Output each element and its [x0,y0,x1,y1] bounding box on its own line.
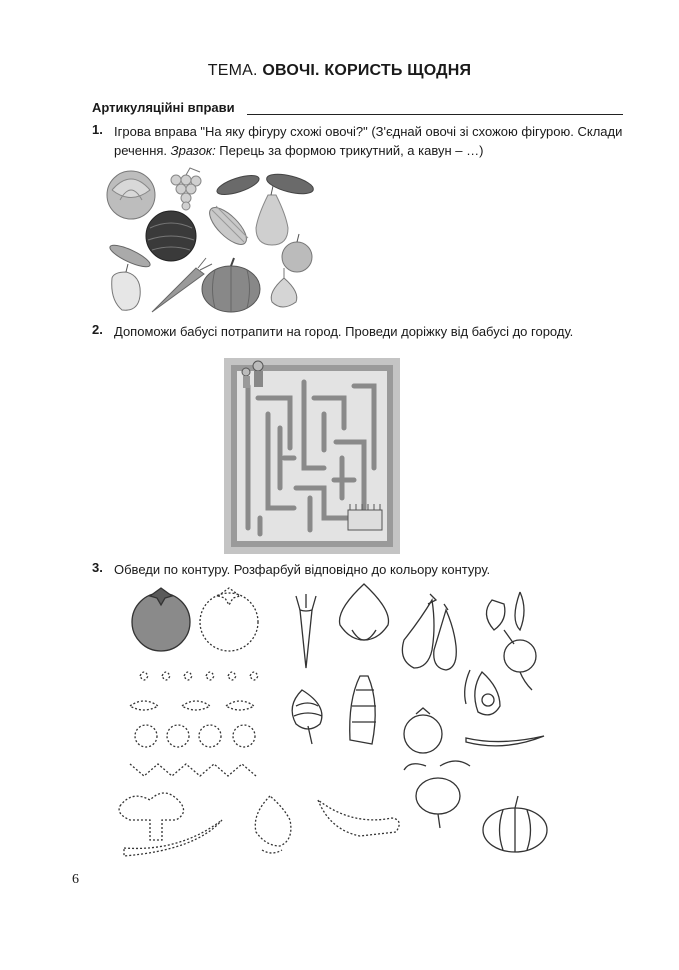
carrot-icon [152,258,212,312]
banana-icon-right [318,800,399,836]
corn-outline-icon [350,676,376,744]
avocado-icon [465,670,500,715]
onion-outline-icon [340,584,389,640]
pumpkin-icon [202,258,260,312]
cabbage-icon [107,171,155,219]
watermelon-icon [146,211,196,261]
broccoli-icon [119,793,183,840]
page-number: 6 [72,872,79,887]
carrot-outline-icon [296,594,316,668]
peas-icon [108,241,153,270]
pattern-row-circles [135,725,255,747]
grapes-icon [171,168,201,210]
pattern-row-2 [130,701,254,710]
zigzag-line [130,764,256,776]
beet-2-icon [404,761,470,828]
corn-icon [204,202,252,250]
maze-icon[interactable] [224,358,400,554]
page-title: ТЕМА. ОВОЧІ. КОРИСТЬ ЩОДНЯ [207,62,472,79]
exercise-2-text: Допоможи бабусі потрапити на город. Проведи доріжку від бабусі до городу. [114,324,574,339]
tomato-small-icon [404,708,442,753]
exercise-1-text: Ігрова вправа "На яку фігуру схожі овочі?" (З'єднай овочі зі схожою фігурою. Склади речення. Зразок: Перець за формою трикутний, а кавун – …) [114,124,623,158]
pumpkin-outline-icon [483,796,547,852]
pear-icon [256,186,288,245]
beet-icon [486,592,536,690]
answer-line[interactable] [247,114,623,115]
eggplant-icon [402,594,456,670]
onion-icon [271,268,297,307]
exercise-3-number: 3. [92,560,103,575]
pattern-row-1 [140,672,258,680]
artichoke-icon [292,690,322,744]
cucumber-icon [215,170,315,198]
tomato-icon [132,588,190,651]
chili-icon [466,736,544,746]
exercise-2-number: 2. [92,322,103,337]
onion-small-outline-icon [255,796,291,853]
tomato-outline-icon [200,588,258,651]
exercise-1-number: 1. [92,122,103,137]
apple-icon [282,234,312,272]
banana-icon-left [124,820,222,856]
pepper-icon [112,264,141,310]
section-label: Артикуляційні вправи [92,100,235,115]
exercise-3-text: Обведи по контуру. Розфарбуй відповідно до кольору контуру. [114,562,491,577]
